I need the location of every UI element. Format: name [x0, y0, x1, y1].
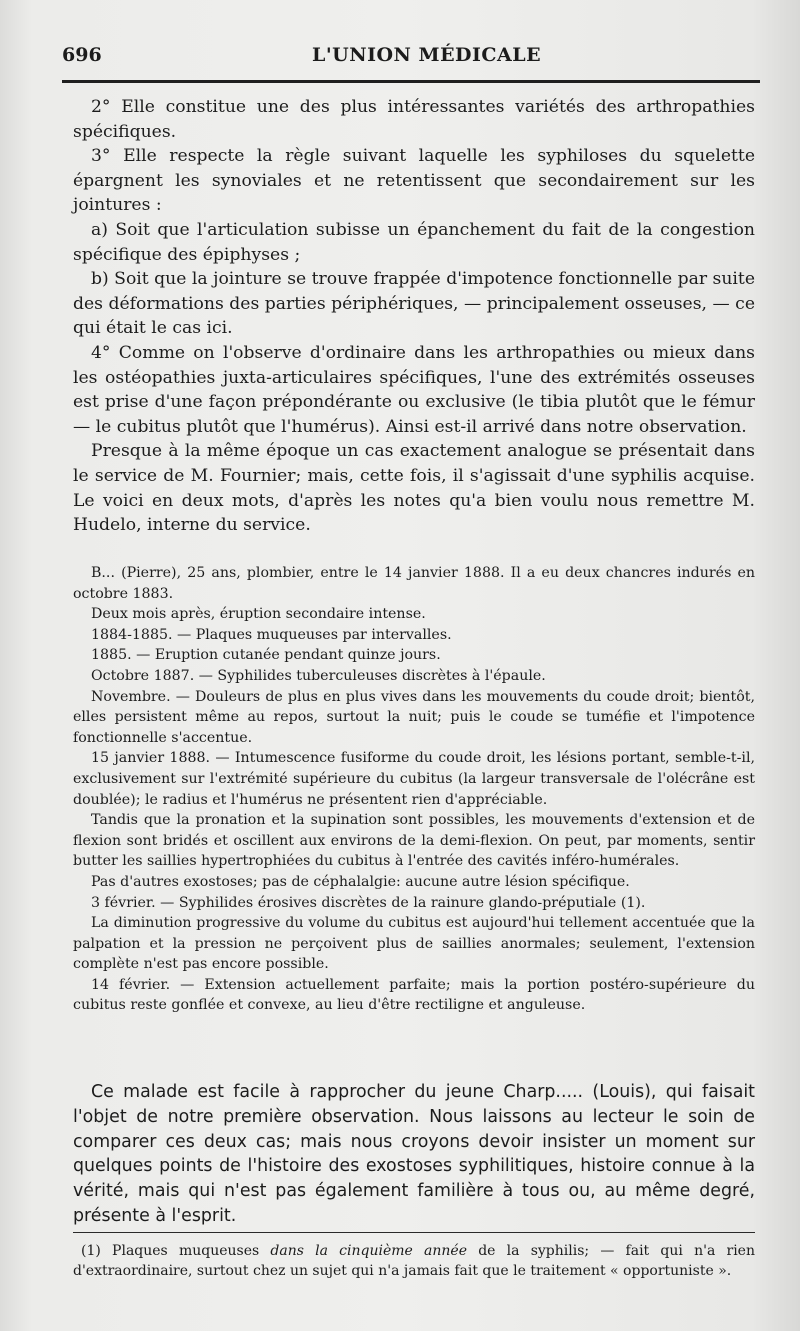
paragraph-point-a: a) Soit que l'articulation subisse un épanchement du fait de la congestion spécifique des épiphyses ; [73, 219, 755, 265]
closing-paragraph: Ce malade est facile à rapprocher du jeune Charp..... (Louis), qui faisait l'objet de notre première observation. Nous laissons au lecteur le soin de comparer ces deux cas; mais nous croyons devoir insister un moment sur quelques points de l'histoire des exostoses syphilitiques, histoire connue à la vérité, mais qui n'est pas également familière à tous ou, au même degré, présente à l'esprit. [73, 1082, 755, 1226]
case-line: La diminution progressive du volume du cubitus est aujourd'hui tellement accentuée que la palpation et la pression ne perçoivent plus de saillies anormales; seulement, l'extension complète n'est pas encore possible. [73, 915, 755, 973]
footnote-marker: (1) Plaques muqueuses [81, 1243, 271, 1259]
case-line: Tandis que la pronation et la supination sont possibles, les mouvements d'extension et de flexion sont bridés et oscillent aux environs de la demi-flexion. On peut, par moments, sentir butter les saillies hypertrophiées du cubitus à l'entrée des cavités inféro-humérales. [73, 812, 755, 870]
case-line: B... (Pierre), 25 ans, plombier, entre le 14 janvier 1888. Il a eu deux chancres indurés en octobre 1883. [73, 565, 755, 602]
footnote-rule [73, 1232, 755, 1233]
header-rule [62, 80, 760, 83]
paragraph-point-2: 2° Elle constitue une des plus intéressantes variétés des arthropathies spécifiques. [73, 97, 755, 142]
page-number: 696 [62, 44, 102, 66]
case-line: 14 février. — Extension actuellement parfaite; mais la portion postéro-supérieure du cubitus reste gonflée et convexe, au lieu d'être rectiligne et anguleuse. [73, 976, 755, 1014]
footnote-paragraph [73, 1241, 755, 1281]
paragraph-second-case: Presque à la même époque un cas exactement analogue se présentait dans le service de M. Fournier; mais, cette fois, il s'agissait d'une syphilis acquise. Le voici en deux mots, d'après les notes qu'a bien voulu nous remettre M. Hudelo, interne du service. [73, 441, 755, 536]
paragraph-point-4: 4° Comme on l'observe d'ordinaire dans les arthropathies ou mieux dans les ostéopathies juxta-articulaires spécifiques, l'une des extrémités osseuses est prise d'une façon prépondérante ou exclusive (le tibia plutôt que le fémur — le cubitus plutôt que l'humérus). Ainsi est-il arrivé dans notre observation. [73, 342, 755, 437]
closing-section [73, 1080, 755, 1229]
paragraph-point-3: 3° Elle respecte la règle suivant laquelle les syphiloses du squelette épargnent les synoviales et ne retentissent que secondairement sur les jointures : [73, 146, 755, 216]
case-report [73, 563, 755, 1016]
running-head: L'UNION MÉDICALE [312, 44, 542, 66]
page-header [62, 44, 762, 74]
case-line: 3 février. — Syphilides érosives discrètes de la rainure glando-préputiale (1). [91, 894, 646, 911]
footnote [73, 1241, 755, 1281]
case-line: Novembre. — Douleurs de plus en plus vives dans les mouvements du coude droit; bientôt, elles persistent même au repos, surtout la nuit; puis le coude se tuméfie et l'impotence fonctionnelle s'accentue. [73, 688, 755, 746]
case-line: 1884-1885. — Plaques muqueuses par intervalles. [91, 626, 452, 643]
case-line: Octobre 1887. — Syphilides tuberculeuses discrètes à l'épaule. [91, 667, 546, 684]
case-line: Pas d'autres exostoses; pas de céphalalgie: aucune autre lésion spécifique. [91, 873, 630, 890]
case-line: Deux mois après, éruption secondaire intense. [91, 606, 426, 623]
footnote-rest: de la syphilis; — fait qui n'a rien d'extraordinaire, surtout chez un sujet qui n'a jamais fait que le traitement « opportuniste ». [73, 1243, 755, 1279]
footnote-italic: dans la cinquième année [270, 1243, 467, 1259]
case-line: 1885. — Eruption cutanée pendant quinze jours. [91, 647, 441, 664]
paragraph-point-b: b) Soit que la jointure se trouve frappée d'impotence fonctionnelle par suite des déformations des parties périphériques, — principalement osseuses, — ce qui était le cas ici. [73, 269, 755, 339]
case-line: 15 janvier 1888. — Intumescence fusiforme du coude droit, les lésions portant, semble-t-il, exclusivement sur l'extrémité supérieure du cubitus (la largeur transversale de l'olécrâne est doublée); le radius et l'humérus ne présentent rien d'appréciable. [73, 750, 755, 808]
main-body [73, 95, 755, 538]
